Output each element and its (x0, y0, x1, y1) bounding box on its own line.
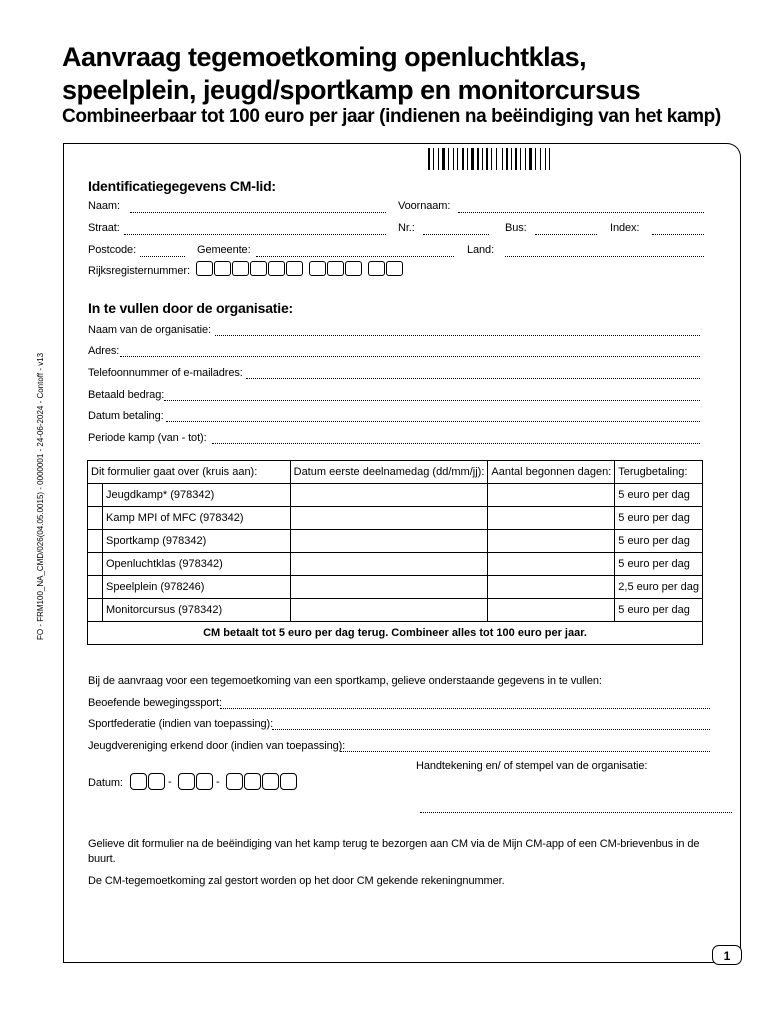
refund-cell: 5 euro per dag (615, 530, 703, 553)
days-cell[interactable] (488, 507, 615, 530)
table-row (88, 530, 703, 553)
digit-box[interactable] (386, 261, 403, 276)
youth-association-field[interactable] (340, 751, 710, 752)
form-subtitle: Combineerbaar tot 100 euro per jaar (indienen na beëindiging van het kamp) (62, 106, 721, 127)
footer-line-2: buurt. (88, 853, 116, 865)
youth-association-label: Jeugdvereniging erkend door (indien van toepassing): (88, 740, 346, 752)
digit-box[interactable] (250, 261, 267, 276)
activity-name: Kamp MPI of MFC (978342) (103, 507, 291, 530)
table-header: Dit formulier gaat over (kruis aan): (88, 461, 291, 484)
days-cell[interactable] (488, 599, 615, 622)
activity-table (87, 460, 703, 645)
table-header: Datum eerste deelnamedag (dd/mm/jj): (290, 461, 488, 484)
nr-field[interactable] (423, 234, 489, 235)
checkbox[interactable] (88, 507, 103, 530)
form-title-line-2: speelplein, jeugd/sportkamp en monitorcursus (62, 75, 641, 105)
bus-label: Bus: (505, 222, 527, 234)
digit-box[interactable] (309, 261, 326, 276)
first-day-cell[interactable] (290, 530, 488, 553)
page-number: 1 (712, 945, 742, 965)
org-name-label: Naam van de organisatie: (88, 324, 211, 336)
postcode-label: Postcode: (88, 244, 137, 256)
activity-name: Speelplein (978246) (103, 576, 291, 599)
activity-name: Jeugdkamp* (978342) (103, 484, 291, 507)
table-row (88, 484, 703, 507)
naam-label: Naam: (88, 200, 120, 212)
digit-box[interactable] (178, 773, 195, 790)
checkbox[interactable] (88, 553, 103, 576)
index-field[interactable] (652, 234, 704, 235)
days-cell[interactable] (488, 484, 615, 507)
org-amount-field[interactable] (164, 400, 700, 401)
voornaam-field[interactable] (458, 212, 704, 213)
datum-label: Datum: (88, 777, 123, 789)
table-row (88, 576, 703, 599)
days-cell[interactable] (488, 576, 615, 599)
date-separator: - (216, 776, 220, 788)
org-amount-label: Betaald bedrag: (88, 389, 165, 401)
table-header-row (88, 461, 703, 484)
refund-cell: 5 euro per dag (615, 599, 703, 622)
org-paydate-label: Datum betaling: (88, 410, 164, 422)
signature-label: Handtekening en/ of stempel van de organisatie: (416, 760, 648, 772)
rijksregisternummer-label: Rijksregisternummer: (88, 265, 190, 277)
digit-box[interactable] (196, 261, 213, 276)
identification-heading: Identificatiegegevens CM-lid: (88, 178, 276, 194)
digit-box[interactable] (244, 773, 261, 790)
checkbox[interactable] (88, 576, 103, 599)
voornaam-label: Voornaam: (398, 200, 451, 212)
table-row (88, 507, 703, 530)
activity-name: Openluchtklas (978342) (103, 553, 291, 576)
org-contact-label: Telefoonnummer of e-mailadres: (88, 367, 243, 379)
gemeente-field[interactable] (256, 256, 454, 257)
digit-box[interactable] (214, 261, 231, 276)
index-label: Index: (610, 222, 640, 234)
sport-type-label: Beoefende bewegingssport: (88, 697, 222, 709)
gemeente-label: Gemeente: (197, 244, 251, 256)
org-address-label: Adres: (88, 345, 120, 357)
straat-field[interactable] (124, 234, 386, 235)
digit-box[interactable] (262, 773, 279, 790)
table-footer-note: CM betaalt tot 5 euro per dag terug. Combineer alles tot 100 euro per jaar. (88, 622, 703, 645)
digit-box[interactable] (226, 773, 243, 790)
form-title-line-1: Aanvraag tegemoetkoming openluchtklas, (62, 42, 587, 72)
digit-box[interactable] (268, 261, 285, 276)
org-address-field[interactable] (120, 356, 700, 357)
refund-cell: 2,5 euro per dag (615, 576, 703, 599)
digit-box[interactable] (232, 261, 249, 276)
table-row (88, 553, 703, 576)
days-cell[interactable] (488, 553, 615, 576)
rijksregisternummer-boxes[interactable] (196, 261, 404, 276)
land-label: Land: (467, 244, 495, 256)
signature-field[interactable] (420, 812, 732, 813)
organisation-heading: In te vullen door de organisatie: (88, 300, 293, 316)
activity-name: Sportkamp (978342) (103, 530, 291, 553)
digit-box[interactable] (196, 773, 213, 790)
straat-label: Straat: (88, 222, 120, 234)
land-field[interactable] (505, 256, 704, 257)
org-paydate-field[interactable] (166, 421, 700, 422)
days-cell[interactable] (488, 530, 615, 553)
federation-label: Sportfederatie (indien van toepassing): (88, 718, 274, 730)
refund-cell: 5 euro per dag (615, 484, 703, 507)
digit-box[interactable] (148, 773, 165, 790)
org-period-field[interactable] (212, 443, 700, 444)
org-name-field[interactable] (215, 335, 700, 336)
date-day-boxes[interactable] (130, 773, 166, 790)
refund-cell: 5 euro per dag (615, 553, 703, 576)
digit-box[interactable] (345, 261, 362, 276)
footer-line-1: Gelieve dit formulier na de beëindiging van het kamp terug te bezorgen aan CM via de Mijn CM-app of een CM-brievenbus in de (88, 838, 700, 850)
table-header: Aantal begonnen dagen: (488, 461, 615, 484)
postcode-field[interactable] (140, 256, 185, 257)
table-footer-row (88, 622, 703, 645)
bus-field[interactable] (535, 234, 597, 235)
first-day-cell[interactable] (290, 553, 488, 576)
naam-field[interactable] (130, 212, 386, 213)
form-code: FO - FRM100_NA_CMD/026(04.05.0015) - 0000001 - 24-06-2024 - Contoff - v13 (36, 352, 45, 640)
org-contact-field[interactable] (246, 378, 700, 379)
refund-cell: 5 euro per dag (615, 507, 703, 530)
activity-name: Monitorcursus (978342) (103, 599, 291, 622)
barcode (428, 148, 588, 170)
first-day-cell[interactable] (290, 507, 488, 530)
digit-box[interactable] (327, 261, 344, 276)
nr-label: Nr.: (398, 222, 415, 234)
date-separator: - (168, 776, 172, 788)
digit-box[interactable] (280, 773, 297, 790)
checkbox[interactable] (88, 599, 103, 622)
table-header: Terugbetaling: (615, 461, 703, 484)
date-month-boxes[interactable] (178, 773, 214, 790)
first-day-cell[interactable] (290, 576, 488, 599)
checkbox[interactable] (88, 530, 103, 553)
first-day-cell[interactable] (290, 484, 488, 507)
sport-type-field[interactable] (220, 708, 710, 709)
digit-box[interactable] (368, 261, 385, 276)
date-year-boxes[interactable] (226, 773, 298, 790)
checkbox[interactable] (88, 484, 103, 507)
sport-intro: Bij de aanvraag voor een tegemoetkoming van een sportkamp, gelieve onderstaande gegevens in te vullen: (88, 675, 602, 687)
table-row (88, 599, 703, 622)
footer-line-3: De CM-tegemoetkoming zal gestort worden op het door CM gekende rekeningnummer. (88, 875, 505, 887)
first-day-cell[interactable] (290, 599, 488, 622)
digit-box[interactable] (286, 261, 303, 276)
org-period-label: Periode kamp (van - tot): (88, 432, 207, 444)
form-frame-left (63, 143, 64, 963)
federation-field[interactable] (272, 729, 710, 730)
digit-box[interactable] (130, 773, 147, 790)
